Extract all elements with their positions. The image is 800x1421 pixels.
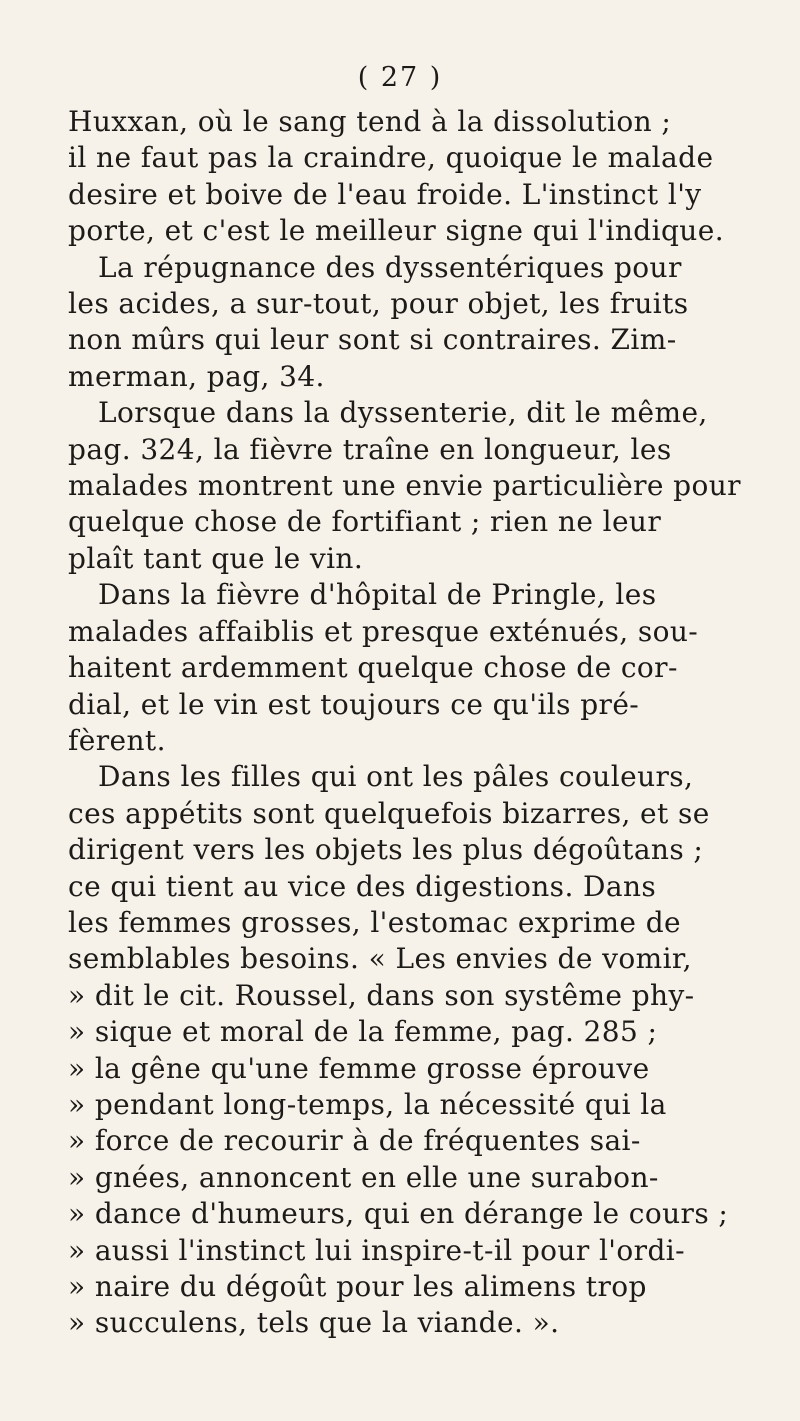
text-line: non mûrs qui leur sont si contraires. Zim- xyxy=(68,323,677,357)
text-line: » sique et moral de la femme, pag. 285 ; xyxy=(68,1015,658,1049)
text-line: » naire du dégoût pour les alimens trop xyxy=(68,1270,647,1303)
text-line: les femmes grosses, l'estomac exprime de xyxy=(68,905,681,939)
text-line: ces appétits sont quelquefois bizarres, et se xyxy=(68,796,710,830)
text-line: dirigent vers les objets les plus dégoûtans ; xyxy=(68,833,704,867)
text-line: » dit le cit. Roussel, dans son systême phy- xyxy=(68,978,695,1012)
text-line: ce qui tient au vice des digestions. Dans xyxy=(68,869,657,903)
text-line: haitent ardemment quelque chose de cor- xyxy=(68,651,678,685)
text-line: » pendant long-temps, la nécessité qui la xyxy=(68,1087,667,1121)
text-line: Lorsque dans la dyssenterie, dit le même, xyxy=(98,396,708,430)
text-line: fèrent. xyxy=(68,723,166,757)
text-line: il ne faut pas la craindre, quoique le malade xyxy=(68,141,714,175)
page-number: ( 27 ) xyxy=(357,62,443,93)
body-text xyxy=(68,104,758,1342)
text-line: merman, pag, 34. xyxy=(68,359,325,393)
text-line: » dance d'humeurs, qui en dérange le cours ; xyxy=(68,1197,729,1231)
text-line: » succulens, tels que la viande. ». xyxy=(68,1306,560,1340)
text-line: Dans la fièvre d'hôpital de Pringle, les xyxy=(98,578,657,612)
text-line: semblables besoins. « Les envies de vomir, xyxy=(68,942,692,976)
text-line: » la gêne qu'une femme grosse éprouve xyxy=(68,1051,650,1085)
text-line: malades affaiblis et presque exténués, sou- xyxy=(68,614,699,648)
text-line: plaît tant que le vin. xyxy=(68,541,364,575)
text-line: desire et boive de l'eau froide. L'instinct l'y xyxy=(68,177,702,211)
text-line: quelque chose de fortifiant ; rien ne leur xyxy=(68,505,662,539)
text-line: » force de recourir à de fréquentes sai- xyxy=(68,1124,641,1158)
text-line: » aussi l'instinct lui inspire-t-il pour l'ordi- xyxy=(68,1233,685,1267)
text-line: Dans les filles qui ont les pâles couleurs, xyxy=(98,760,694,794)
text-line: Huxxan, où le sang tend à la dissolution ; xyxy=(68,105,672,138)
text-line: porte, et c'est le meilleur signe qui l'indique. xyxy=(68,214,724,248)
text-line: La répugnance des dyssentériques pour xyxy=(98,250,682,284)
text-line: » gnées, annoncent en elle une surabon- xyxy=(68,1160,659,1194)
text-line: dial, et le vin est toujours ce qu'ils pré- xyxy=(68,687,640,721)
text-line: malades montrent une envie particulière pour xyxy=(68,469,741,503)
text-line: pag. 324, la fièvre traîne en longueur, les xyxy=(68,432,672,466)
text-line: les acides, a sur-tout, pour objet, les fruits xyxy=(68,287,689,321)
